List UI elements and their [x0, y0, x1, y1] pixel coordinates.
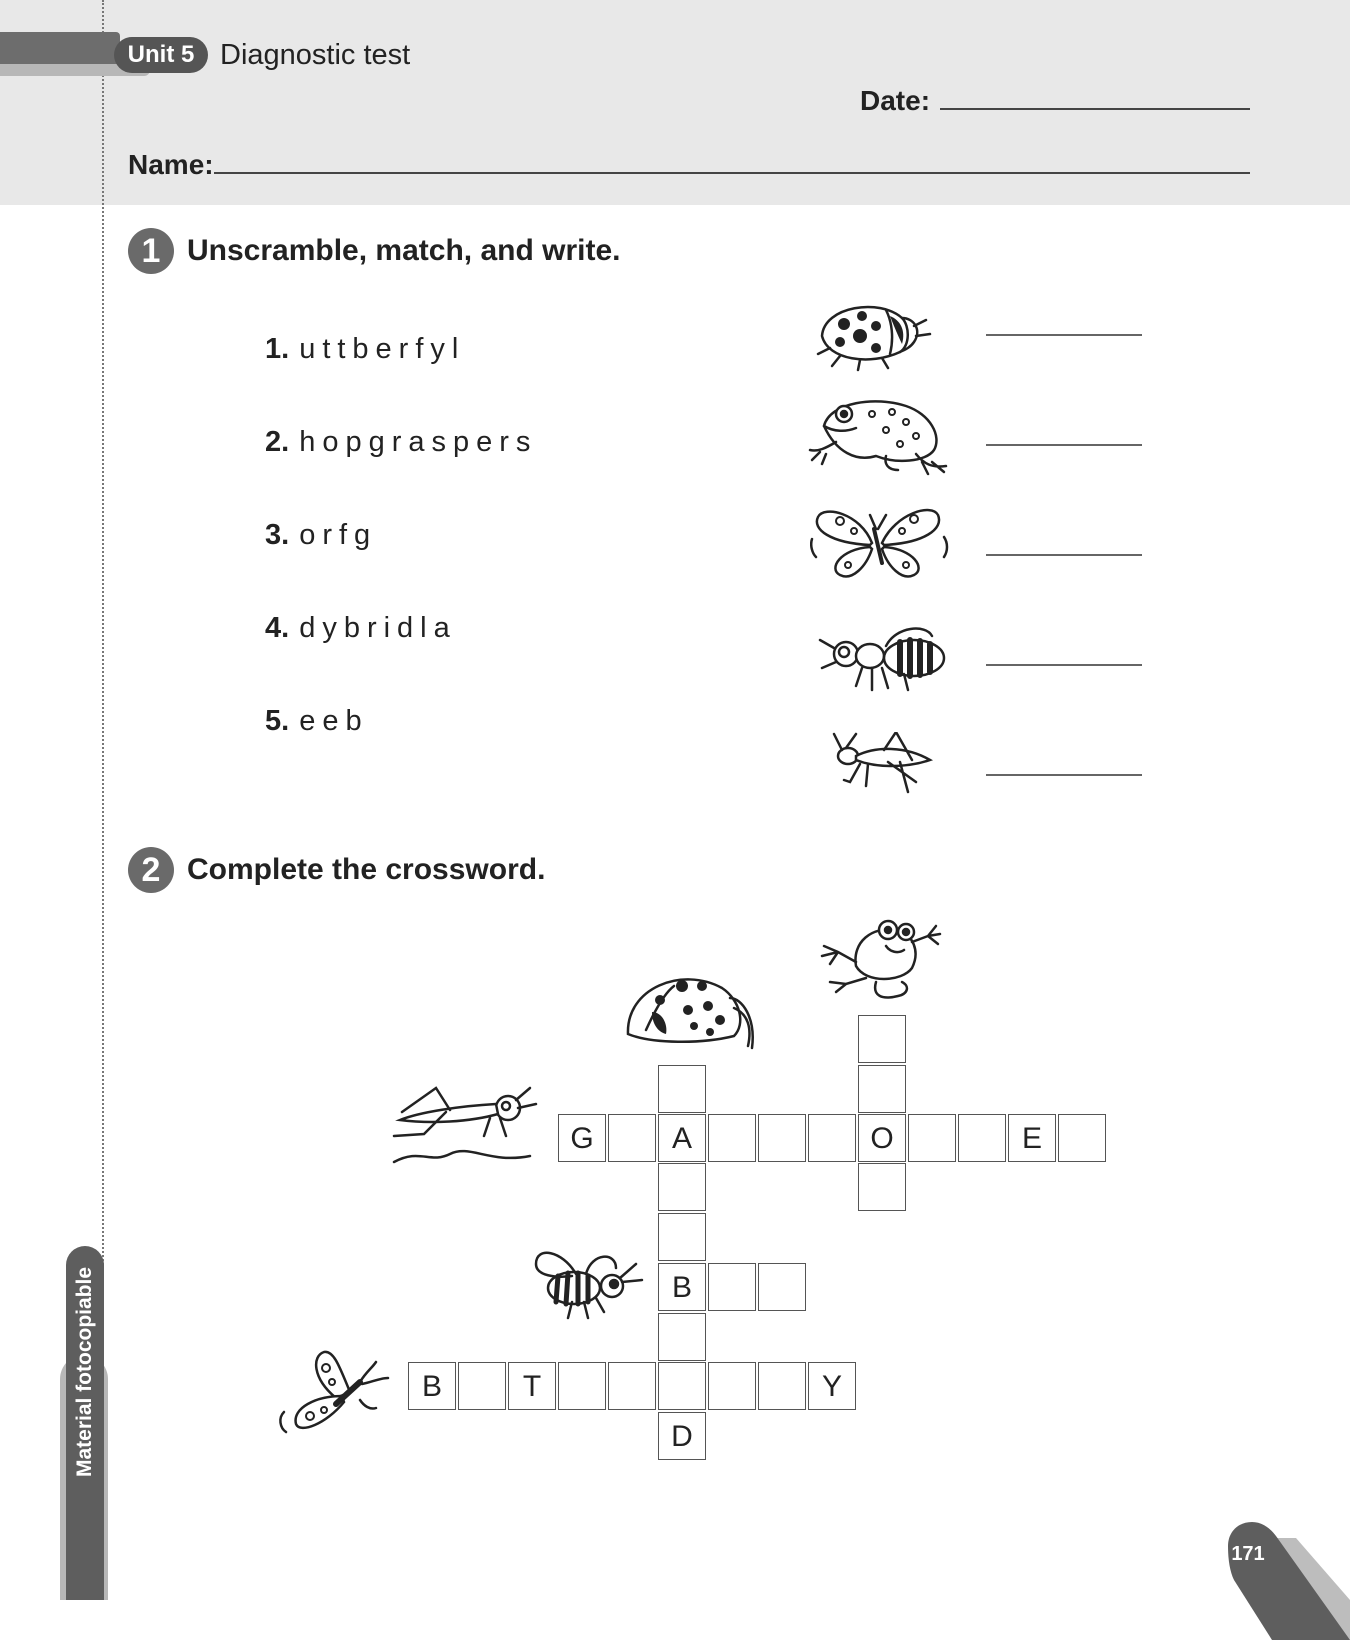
crossword-cell[interactable]	[858, 1015, 906, 1063]
scramble-item-5	[265, 703, 369, 739]
crossword-cell[interactable]	[608, 1362, 656, 1410]
answer-line-5[interactable]	[986, 774, 1142, 776]
crossword-cell[interactable]	[708, 1263, 756, 1311]
crossword-cell[interactable]	[658, 1362, 706, 1410]
date-label: Date:	[860, 85, 931, 116]
scramble-item-2	[265, 424, 537, 460]
crossword-cell[interactable]	[658, 1065, 706, 1113]
crossword-cell[interactable]	[608, 1114, 656, 1162]
item-number: 1.	[265, 333, 290, 365]
date-field[interactable]	[940, 108, 1250, 110]
name-field[interactable]	[214, 172, 1250, 174]
bee-icon	[816, 624, 956, 696]
crossword-cell-b[interactable]: B	[408, 1362, 456, 1410]
crossword-cell-g[interactable]: G	[558, 1114, 606, 1162]
crossword-cell[interactable]	[758, 1114, 806, 1162]
answer-line-2[interactable]	[986, 444, 1142, 446]
bee-icon	[532, 1246, 644, 1320]
crossword-cell[interactable]	[958, 1114, 1006, 1162]
crossword-cell[interactable]	[708, 1362, 756, 1410]
grasshopper-icon	[826, 732, 934, 798]
scrambled-word: hopgraspers	[299, 426, 538, 458]
item-number: 5.	[265, 705, 290, 737]
crossword-cell[interactable]	[808, 1114, 856, 1162]
crossword-cell[interactable]	[758, 1362, 806, 1410]
section-1-title: Unscramble, match, and write.	[187, 234, 621, 267]
crossword-cell-y[interactable]: Y	[808, 1362, 856, 1410]
butterfly-icon	[810, 503, 950, 583]
section-1-number: 1	[128, 228, 174, 274]
crossword-cell[interactable]	[908, 1114, 956, 1162]
crossword-cell[interactable]	[858, 1065, 906, 1113]
scramble-item-4	[265, 610, 457, 646]
butterfly-icon	[276, 1348, 394, 1434]
scramble-item-3	[265, 517, 377, 553]
crossword-cell[interactable]	[658, 1213, 706, 1261]
scrambled-word: dybridla	[299, 612, 457, 644]
crossword-cell[interactable]	[658, 1163, 706, 1211]
crossword-cell[interactable]	[708, 1114, 756, 1162]
scramble-item-1	[265, 331, 465, 367]
crossword-cell-b[interactable]: B	[658, 1263, 706, 1311]
crossword-cell-e[interactable]: E	[1008, 1114, 1056, 1162]
scrambled-word: eeb	[299, 705, 369, 737]
item-number: 3.	[265, 519, 290, 551]
frog-icon	[816, 912, 952, 1004]
page-number: 171	[1231, 1543, 1265, 1565]
scrambled-word: uttberfyl	[299, 333, 466, 365]
ladybug-icon	[622, 968, 760, 1050]
crossword-cell-a[interactable]: A	[658, 1114, 706, 1162]
page-title: Diagnostic test	[220, 39, 411, 71]
unit-badge: Unit 5	[114, 37, 208, 73]
crossword-cell-o[interactable]: O	[858, 1114, 906, 1162]
crossword-cell[interactable]	[758, 1263, 806, 1311]
side-tab-label: Material fotocopiable	[73, 1266, 96, 1478]
section-2-number: 2	[128, 847, 174, 893]
item-number: 4.	[265, 612, 290, 644]
name-label: Name:	[128, 149, 214, 180]
grasshopper-icon	[390, 1082, 540, 1170]
item-number: 2.	[265, 426, 290, 458]
frog-icon	[806, 392, 954, 476]
crossword-cell-t[interactable]: T	[508, 1362, 556, 1410]
crossword-cell[interactable]	[458, 1362, 506, 1410]
answer-line-3[interactable]	[986, 554, 1142, 556]
answer-line-4[interactable]	[986, 664, 1142, 666]
section-2-title: Complete the crossword.	[187, 853, 546, 886]
unit-tab-bar	[0, 32, 120, 68]
answer-line-1[interactable]	[986, 334, 1142, 336]
scrambled-word: orfg	[299, 519, 378, 551]
crossword-cell[interactable]	[558, 1362, 606, 1410]
crossword-cell[interactable]	[1058, 1114, 1106, 1162]
crossword-cell-d[interactable]: D	[658, 1412, 706, 1460]
crossword-cell[interactable]	[858, 1163, 906, 1211]
crossword-cell[interactable]	[658, 1313, 706, 1361]
ladybug-icon	[810, 296, 936, 372]
